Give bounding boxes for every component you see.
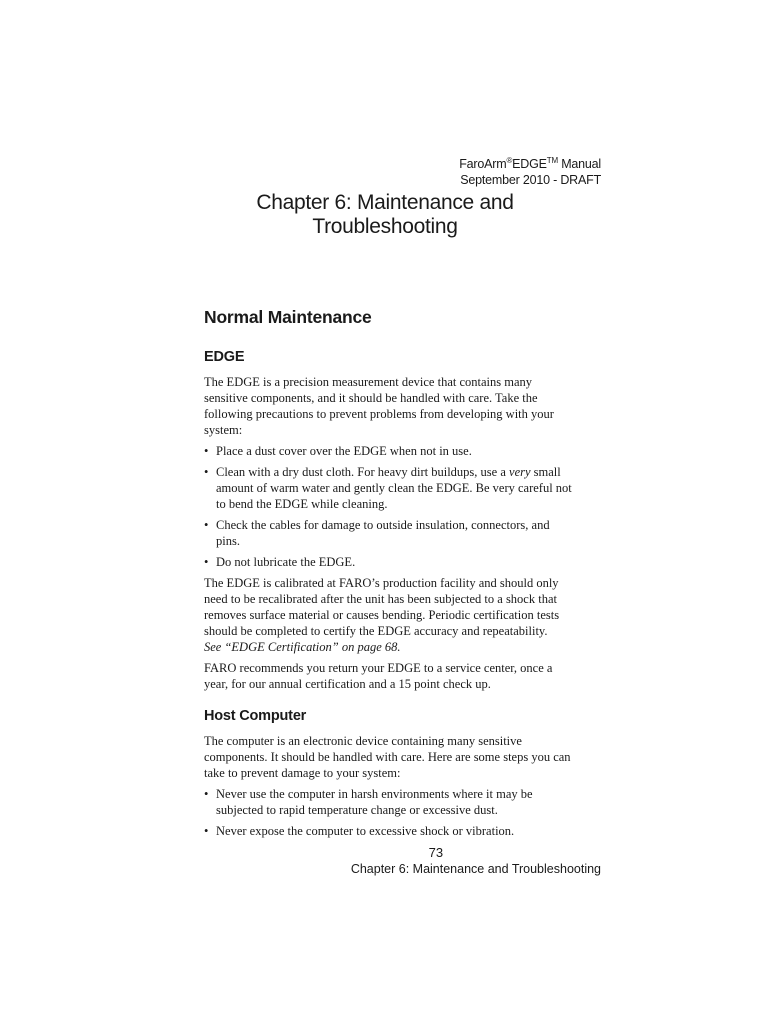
list-item-text: Check the cables for damage to outside insulation, connectors, and pins. <box>216 518 550 548</box>
manual-label: Manual <box>557 157 601 171</box>
chapter-title-line1: Chapter 6: Maintenance and <box>256 191 514 214</box>
list-item <box>204 554 574 570</box>
registered-mark: ® <box>506 156 513 165</box>
manual-title <box>459 156 601 172</box>
emphasis-text: very <box>509 465 531 479</box>
list-item-text: Never expose the computer to excessive shock or vibration. <box>216 824 515 838</box>
section-heading-normal-maintenance: Normal Maintenance <box>204 307 372 327</box>
page-number-wrap <box>351 845 601 861</box>
brand-name: FaroArm <box>459 157 507 171</box>
recommendation-paragraph: FARO recommends you return your EDGE to a service center, once a year, for our annual certification and a 15 point check up. <box>204 661 553 691</box>
list-item <box>204 464 574 512</box>
list-item-text: Never use the computer in harsh environments where it may be subjected to rapid temperature change or excessive dust. <box>216 787 533 817</box>
edge-precautions-list <box>204 443 574 570</box>
spacer <box>204 697 574 707</box>
bullet-glyph: • <box>204 824 209 838</box>
list-item <box>204 823 574 839</box>
bullet-glyph: • <box>204 787 209 801</box>
list-item-text: Clean with a dry dust cloth. For heavy dirt buildups, use a <box>216 465 510 479</box>
footer-chapter-label: Chapter 6: Maintenance and Troubleshooting <box>350 862 601 876</box>
running-header <box>459 156 601 188</box>
host-computer-intro-paragraph: The computer is an electronic device containing many sensitive components. It should be handled with care. Here are some steps you can take to prevent damage to your system: <box>204 734 571 780</box>
list-item-text: Do not lubricate the EDGE. <box>216 555 356 569</box>
main-content <box>204 306 574 844</box>
calibration-text: The EDGE is calibrated at FARO’s production facility and should only need to be recalibrated after the unit has been subjected to a shock that removes surface material or causes bending. Periodic certification tests should be completed to certify the EDGE accuracy and repeatability. <box>204 576 560 638</box>
manual-date: September 2010 - DRAFT <box>460 173 601 187</box>
calibration-paragraph <box>204 575 574 655</box>
page-number: 73 <box>428 845 444 860</box>
trademark-mark: TM <box>546 156 558 165</box>
host-computer-precautions-list <box>204 786 574 839</box>
running-footer <box>351 845 601 877</box>
bullet-glyph: • <box>204 444 209 458</box>
list-item <box>204 786 574 818</box>
chapter-title <box>200 191 570 239</box>
chapter-title-line2: Troubleshooting <box>312 215 458 238</box>
list-item-text: Place a dust cover over the EDGE when not in use. <box>216 444 472 458</box>
subsection-heading-edge: EDGE <box>204 349 245 365</box>
bullet-glyph: • <box>204 555 209 569</box>
edge-certification-link[interactable]: See “EDGE Certification” on page 68. <box>204 640 401 654</box>
product-name: EDGE <box>512 157 547 171</box>
subsection-heading-host-computer: Host Computer <box>204 708 307 724</box>
bullet-glyph: • <box>204 465 209 479</box>
list-item <box>204 443 574 459</box>
list-item-text: small amount of warm water and gently clean the EDGE. Be very careful not to bend the EDGE while cleaning. <box>216 465 575 511</box>
edge-intro-paragraph: The EDGE is a precision measurement device that contains many sensitive components, and it should be handled with care. Take the following precautions to prevent problems from developing with your system: <box>204 375 554 437</box>
list-item <box>204 517 574 549</box>
bullet-glyph: • <box>204 518 209 532</box>
